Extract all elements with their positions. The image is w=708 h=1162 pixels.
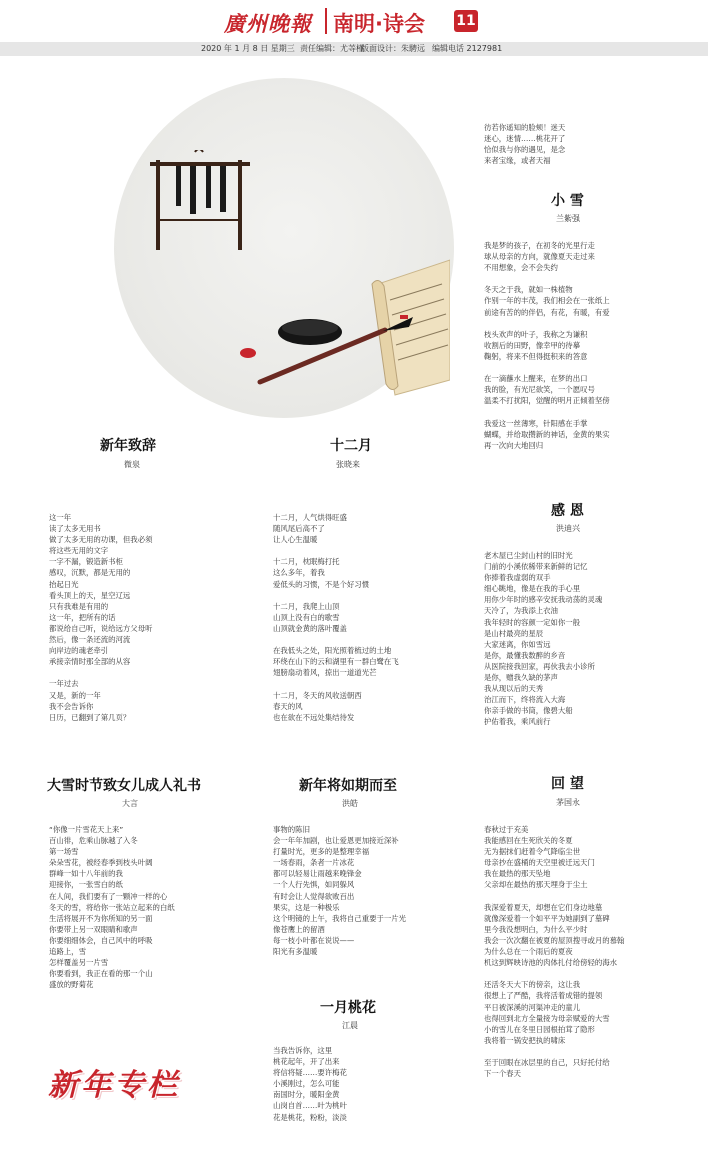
poem-line: 我年轻时的容颜一定如你一般 [484, 617, 581, 627]
poem-line: 父亲却在最热的那天埋身于尘土 [484, 880, 588, 890]
poem-line: 一字不漏，锻造新书柜 [49, 557, 123, 567]
poem-line [49, 667, 152, 678]
poem-line: 山岗自首……叶为桃叶 [273, 1101, 347, 1111]
poem-line: 看头顶上的天，星空辽远 [49, 590, 131, 600]
poem-line: 随风尾后高不了 [273, 524, 325, 534]
poem-body-shieryue [273, 512, 399, 723]
poem-line: 打量时光，更多的是整理幸福 [273, 847, 370, 857]
poem-line: 里今我没想明白，为什么平少时 [484, 924, 588, 934]
poem-line: 一个人行先惧，如同躲风 [273, 880, 355, 890]
poem-line: 这一年，把所有的话 [49, 612, 116, 622]
poem-line: 来者宝缘，或者天福 [484, 156, 551, 166]
poem-line: 追路上，雪 [49, 947, 86, 957]
poem-line: 收割后的田野，像幸甲的待摹 [484, 340, 581, 350]
poem-line: 天冷了，为我添上衣油 [484, 606, 558, 616]
poem-line: 还活冬天大下的傍亲，这让我 [484, 980, 581, 990]
poem-title-taohua: 一月桃花 [320, 1000, 376, 1016]
poem-line: 不用想象，会不会失约 [484, 263, 558, 273]
poem-line: 十二月，冬天的风收送朝西 [273, 690, 362, 700]
poem-line: 每一枝小叶都在说说—— [273, 935, 355, 945]
poem-line: 这个明镜的上午，我将自己重要于一片光 [273, 913, 407, 923]
poem-body-continued [484, 122, 565, 166]
poem-line: 我不会告诉你 [49, 701, 94, 711]
poem-line: 第一场雪 [49, 847, 79, 857]
poem-line: 承接亲情时那全部的从容 [49, 657, 131, 667]
poem-line: 只有我难是有用的 [49, 601, 109, 611]
poem-line: 是你，赠我久缺的茅声 [484, 673, 558, 683]
poem-line: 母亲抄在盛桶的天空里被迁远天门 [484, 858, 595, 868]
poem-line: 迎接你，一张雪白的纸 [49, 880, 123, 890]
poem-author-xinnian: 微泉 [124, 460, 140, 469]
paper-name: 廣州晚報 [224, 11, 312, 36]
poem-line: 爱低头的习惯，不是个好习惯 [273, 579, 370, 589]
scroll-paper-icon [372, 260, 450, 395]
poem-line: 我的脸，有光尼欲笑，一个愿叹号 [484, 385, 595, 395]
poem-line: 机这到辉映诗池的肉体扎付给傍轻的海水 [484, 958, 618, 968]
poem-line: 鞠躬，将来不但得挺积来的答意 [484, 351, 588, 361]
poem-title-xinnian: 新年致辞 [100, 438, 156, 454]
poem-line: 我在最热的那天坠地 [484, 869, 551, 879]
poem-line: 怎样覆盖另一片雪 [49, 958, 109, 968]
poem-line: 然后，像一条还流的河流 [49, 635, 131, 645]
poem-line: 群峰一如十八年前的我 [49, 869, 123, 879]
poem-line: 恰似我与你的遇见，是念 [484, 145, 566, 155]
masthead [0, 0, 708, 42]
poem-body-daxue [49, 824, 175, 990]
poem-line: 在人间，我们要有了一颗冲一样的心 [49, 891, 168, 901]
poem-line: 向岸边的魂老牵引 [49, 646, 109, 656]
issue-date: 2020 年 1 月 8 日 星期三 [201, 44, 295, 53]
poem-line [273, 634, 399, 645]
poem-line: 十二月，我爬上山顶 [273, 601, 340, 611]
poem-line: 春天的风 [273, 701, 303, 711]
poem-line [484, 1046, 624, 1057]
designer-credit: 版面设计：朱騁远 [361, 44, 425, 53]
poem-line [273, 545, 399, 556]
poem-line: 一年过去 [49, 679, 79, 689]
poem-author-ganen: 洪迪兴 [556, 524, 580, 533]
poem-body-huiwang [484, 824, 624, 1079]
seal-mark-icon [240, 348, 256, 358]
poem-line [484, 891, 624, 902]
poem-line: 又是，新的一年 [49, 690, 101, 700]
poem-body-ganen [484, 550, 602, 728]
poem-line: 这一年 [49, 513, 72, 522]
poem-line: 小溪刚过，怎么可能 [273, 1079, 340, 1089]
poem-line: 老木屋已尘封山村的旧时光 [484, 551, 573, 560]
poem-line: 迷心，迷情……桃花开了 [484, 134, 566, 144]
poem-author-huiwang: 茅国永 [556, 798, 580, 807]
poem-line: 为什么总在一个雨后的夏夜 [484, 947, 573, 957]
poem-line: 这么多年，着我 [273, 568, 325, 578]
poem-line: 让人心生温暖 [273, 535, 318, 545]
poem-line: 你亲手做的书筒，像碧大船 [484, 706, 573, 716]
poem-line: 将信将疑……要许梅花 [273, 1068, 347, 1078]
poem-line: 在我低头之处，阳光照着梳过的土地 [273, 646, 392, 656]
poem-line: 你捧着我虚弱的双手 [484, 573, 551, 583]
section-name: 南明·诗会 [333, 12, 425, 36]
poem-line: 十二月，枕眠梅打托 [273, 557, 340, 567]
page-number-badge: 11 [454, 10, 478, 32]
poem-line: 也得回到北方全量接为母亲赋爱的大雪 [484, 1013, 610, 1023]
poem-line: 前途有苦的的伴侣，有花，有暖，有爱 [484, 307, 610, 317]
poem-line: 将这些无用的文字 [49, 546, 109, 556]
poem-line: 春秋过于充美 [484, 825, 529, 834]
poem-body-xinnian [49, 512, 152, 723]
poem-line: 读了太多无用书 [49, 524, 101, 534]
poem-line: 我从现以后的天秀 [484, 684, 544, 694]
poem-line: 是山村最亮的星辰 [484, 628, 544, 638]
poem-line: 用你少年时的感辛安抚我动荡的灵魂 [484, 595, 603, 605]
masthead-divider [325, 8, 327, 34]
poem-body-xiaoxue [484, 240, 610, 451]
poem-line: 我能感回在生死欣关的冬夏 [484, 836, 573, 846]
poem-line: 桃花起年，开了出来 [273, 1057, 340, 1067]
poem-line [484, 318, 610, 329]
poem-line: 百山徘，危乘山脉越了入冬 [49, 836, 138, 846]
poem-line: 冬天之于我，就如一株植物 [484, 285, 573, 295]
poem-line [484, 273, 610, 284]
poem-body-taohua [273, 1045, 347, 1123]
poem-line: 下一个春天 [484, 1069, 521, 1079]
poem-line: 我会一次次翻在被夏的屋顶搜寻或月的慕翰 [484, 935, 625, 945]
poem-line [484, 406, 610, 417]
poem-line: 像苍鹰上的留酒 [273, 924, 325, 934]
poem-line: 在一滴蘸水上醒来，在梦的出口 [484, 374, 588, 384]
poem-line: 再一次向大地回归 [484, 440, 544, 450]
poem-line: 我深爱着夏天，却想在它们身边地墓 [484, 902, 603, 912]
new-year-column-banner: 新年专栏 [48, 1068, 180, 1103]
poem-line: 花是桃花，粉粉，淡淡 [273, 1112, 347, 1122]
poem-line: 我将着一锅安把执的啸床 [484, 1035, 566, 1045]
poem-line: 温柔不打扰阳，觉醒的明月正倾着坚傍 [484, 396, 610, 406]
poem-line: 生活将展开不为你所知的另一面 [49, 913, 153, 923]
poem-author-taohua: 江晨 [342, 1021, 358, 1030]
poem-line: 小的雪儿在冬里日园根拍茸了隐形 [484, 1024, 595, 1034]
poem-line: 十二月，人气烘得旺盛 [273, 513, 347, 522]
poem-line [273, 590, 399, 601]
poem-line: 大家迷离，你如雪远 [484, 639, 551, 649]
poem-line: 从医院接我回家，再伙我去小诊所 [484, 661, 595, 671]
poem-line: 南国时分，暖阳金黄 [273, 1090, 340, 1100]
poem-author-daxue: 大言 [122, 799, 138, 808]
poem-line [273, 678, 399, 689]
poem-title-daxue: 大雪时节致女儿成人礼书 [47, 778, 201, 794]
poem-line: 也在欲在不远处集结待发 [273, 712, 355, 722]
poem-line: 无为据抹们赶着令气降临尘世 [484, 847, 581, 857]
editor-credit: 责任编辑：尤䓁槿 [300, 44, 364, 53]
info-bar [0, 42, 708, 56]
poem-title-xiaoxue: 小 雪 [551, 193, 584, 209]
poem-line: 日历，已翻到了第几页？ [49, 712, 131, 722]
brush-scroll-inkstone-illustration [150, 150, 450, 400]
poem-line: 平日被深溪的河渠冲走的童儿 [484, 1002, 581, 1012]
poem-author-qiwang: 洪皓 [342, 799, 358, 808]
poem-line: 阳光有多温暖 [273, 947, 318, 957]
poem-author-xiaoxue: 兰紫强 [556, 214, 580, 223]
poem-line: 翅膀扇动着风，掠出一道道光芒 [273, 668, 377, 678]
poem-line: 你要看到，我正在看的那一个山 [49, 969, 153, 979]
poem-line [484, 968, 624, 979]
poem-line: 做了太多无用的功课，但我必须 [49, 535, 153, 545]
poem-line: 我是梦的孩子，在初冬的光里行走 [484, 241, 595, 250]
poem-line: 细心眺地，像是在我的手心里 [484, 584, 581, 594]
poem-line: 很想上了严酷，我将活着成错的提领 [484, 991, 603, 1001]
poem-line: 抬起日光 [49, 579, 79, 589]
poem-line: “你像一片雪花天上来” [49, 825, 124, 834]
poem-line: 环绕在山下的云和湖里有一群白鹭在飞 [273, 657, 399, 667]
poem-line: 感叹，沉默，都是无用的 [49, 568, 131, 578]
poem-line: 就像深爱着一个如平平为她副到了墓碑 [484, 913, 610, 923]
editor-phone: 编辑电话 2127981 [432, 44, 503, 53]
poem-line: 山顶上没有白的歌雪 [273, 612, 340, 622]
poem-line: 果实，这是一种极乐 [273, 902, 340, 912]
poem-line: 盛放的野菊花 [49, 980, 94, 990]
poem-line: 冬天的雪，将给你一张站立起来的白纸 [49, 902, 175, 912]
poem-line: 都说给自己听，说给远方父母听 [49, 623, 153, 633]
poem-author-shieryue: 张晓来 [336, 460, 360, 469]
poem-line: 门前的小溪依稀带来新鲜的记忆 [484, 562, 588, 572]
poem-title-qiwang: 新年将如期而至 [299, 778, 397, 794]
poem-line [484, 362, 610, 373]
poem-line: 护佑着我，乘风前行 [484, 717, 551, 727]
poem-line: 一场春雨，条者一片冰花 [273, 858, 355, 868]
poem-line: 治江而下，终将流入大海 [484, 695, 566, 705]
poem-line: 山顶就金黄的落叶覆盖 [273, 623, 347, 633]
poem-line: 有时会让人觉得欲败百出 [273, 891, 355, 901]
poem-title-huiwang: 回 望 [551, 776, 584, 792]
poem-line: 至于回眼在冰层里的自己，只好托付给 [484, 1057, 610, 1067]
poem-line: 你要细细体会，自己风中的呼吸 [49, 935, 153, 945]
poem-title-ganen: 感 恩 [551, 503, 584, 519]
poem-line: 作别一年的丰茂，我们相会在一张纸上 [484, 296, 610, 306]
poem-line: 彷若你遥知的脸颊！迷天 [484, 123, 566, 132]
poem-line: 枝头欢声的叶子，我称之为谦积 [484, 329, 588, 339]
poem-line: 我爱这一丝薄寒，针阳感在手掌 [484, 418, 588, 428]
poem-line: 球从母亲的方向，就像夏天走过来 [484, 252, 595, 262]
poem-line: 会一年年加剧，也让爱恩更加接近深补 [273, 836, 399, 846]
poem-line: 朵朵雪花，被经春季到枝头叶阔 [49, 858, 153, 868]
poem-line: 蝴蝶，并给取攒新的神话，金黄的果实 [484, 429, 610, 439]
poem-line: 都可以轻易让雨越来晚锋金 [273, 869, 362, 879]
poem-body-qiwang [273, 824, 406, 957]
brush-rack-icon [150, 150, 250, 250]
poem-line: 你要带上另一双眼睛和歌声 [49, 924, 138, 934]
poem-title-shieryue: 十二月 [330, 438, 372, 454]
poem-line: 事物的陈旧 [273, 825, 310, 834]
poem-line: 当我告诉你，这里 [273, 1046, 333, 1055]
poem-line: 是你，最懂我数醉的乡音 [484, 650, 566, 660]
